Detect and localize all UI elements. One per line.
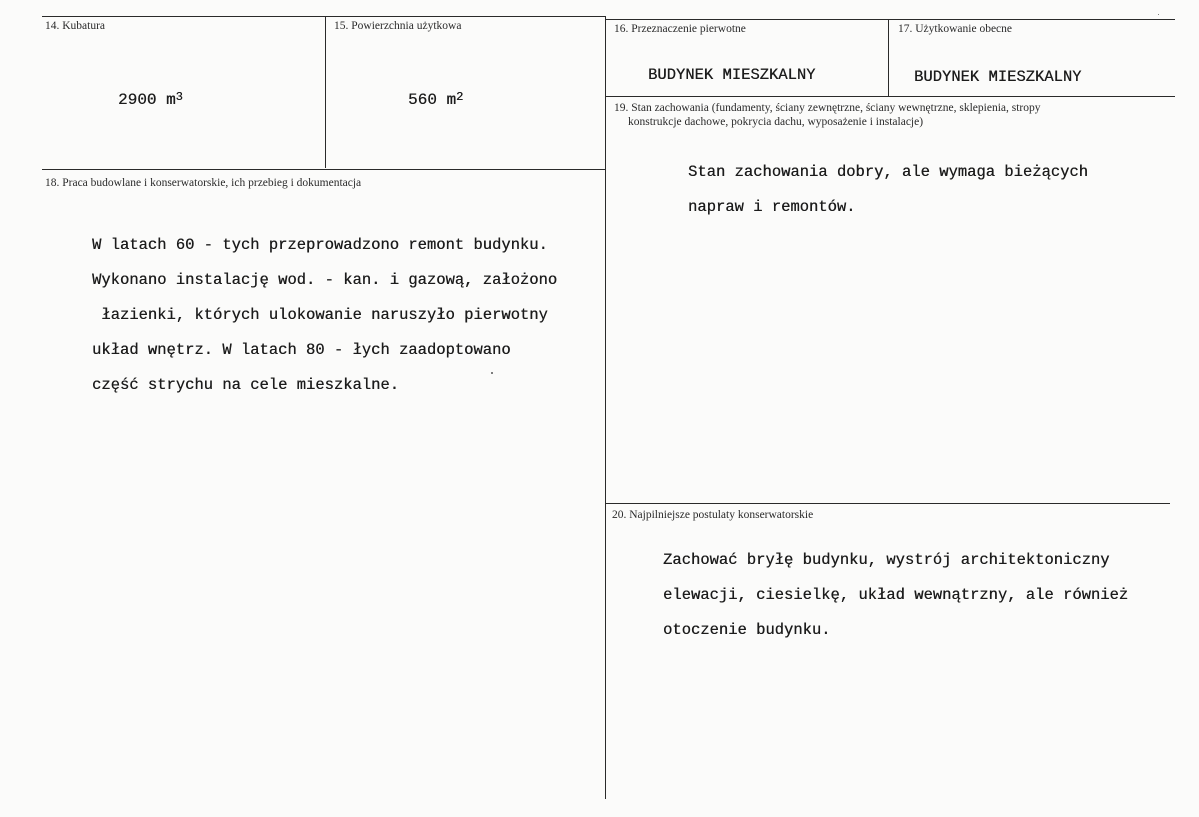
field-14-value [118, 91, 183, 109]
field-17-value: BUDYNEK MIESZKALNY [914, 68, 1082, 86]
field-20-text [663, 543, 1128, 648]
powierzchnia-unit: m [446, 91, 457, 109]
paper-speck [491, 372, 493, 374]
field-19-label-line2: konstrukcje dachowe, pokrycia dachu, wyposażenie i instalacje) [628, 116, 924, 128]
rule-top-left [42, 16, 605, 17]
rule-vert-16-17 [888, 19, 889, 97]
field-20-line: elewacji, ciesielkę, układ wewnątrzny, ale również [663, 586, 1129, 604]
rule-vert-14-15 [325, 16, 326, 168]
field-19-text [688, 155, 1088, 225]
powierzchnia-number: 560 [408, 91, 437, 109]
rule-top-right [605, 19, 1175, 20]
kubatura-unit: m [166, 91, 176, 109]
powierzchnia-exponent: 2 [456, 90, 464, 104]
field-15-label: 15. Powierzchnia użytkowa [334, 20, 462, 32]
field-19-line: napraw i remontów. [688, 198, 856, 216]
field-20-line: Zachować bryłę budynku, wystrój architektoniczny [663, 551, 1110, 569]
rule-vert-main [605, 16, 606, 799]
rule-below-14-15 [42, 169, 605, 170]
field-19-label-line1: 19. Stan zachowania (fundamenty, ściany zewnętrzne, ściany wewnętrzne, sklepienia, stropy [614, 102, 1041, 114]
field-20-line: otoczenie budynku. [663, 621, 831, 639]
field-18-line: W latach 60 - tych przeprowadzono remont budynku. [92, 236, 548, 254]
field-18-line: układ wnętrz. W latach 80 - łych zaadoptowano [92, 341, 511, 359]
field-18-line: łazienki, których ulokowanie naruszyło pierwotny [92, 306, 548, 324]
rule-above-20 [605, 503, 1170, 504]
field-19-line: Stan zachowania dobry, ale wymaga bieżących [688, 163, 1088, 181]
field-16-label: 16. Przeznaczenie pierwotne [614, 23, 746, 35]
field-15-value [408, 91, 463, 109]
field-18-line: część strychu na cele mieszkalne. [92, 376, 399, 394]
field-14-label: 14. Kubatura [45, 20, 106, 32]
field-17-label: 17. Użytkowanie obecne [898, 23, 1013, 35]
field-20-label: 20. Najpilniejsze postulaty konserwatorskie [612, 509, 814, 521]
field-18-line: Wykonano instalację wod. - kan. i gazową, założono [92, 271, 558, 289]
rule-below-16-17 [605, 96, 1175, 97]
kubatura-number: 2900 [118, 91, 157, 109]
paper-speck [1158, 14, 1159, 15]
field-18-label: 18. Praca budowlane i konserwatorskie, ich przebieg i dokumentacja [45, 177, 362, 189]
field-16-value: BUDYNEK MIESZKALNY [648, 66, 816, 84]
field-18-text [92, 228, 557, 403]
kubatura-exponent: 3 [175, 90, 183, 104]
